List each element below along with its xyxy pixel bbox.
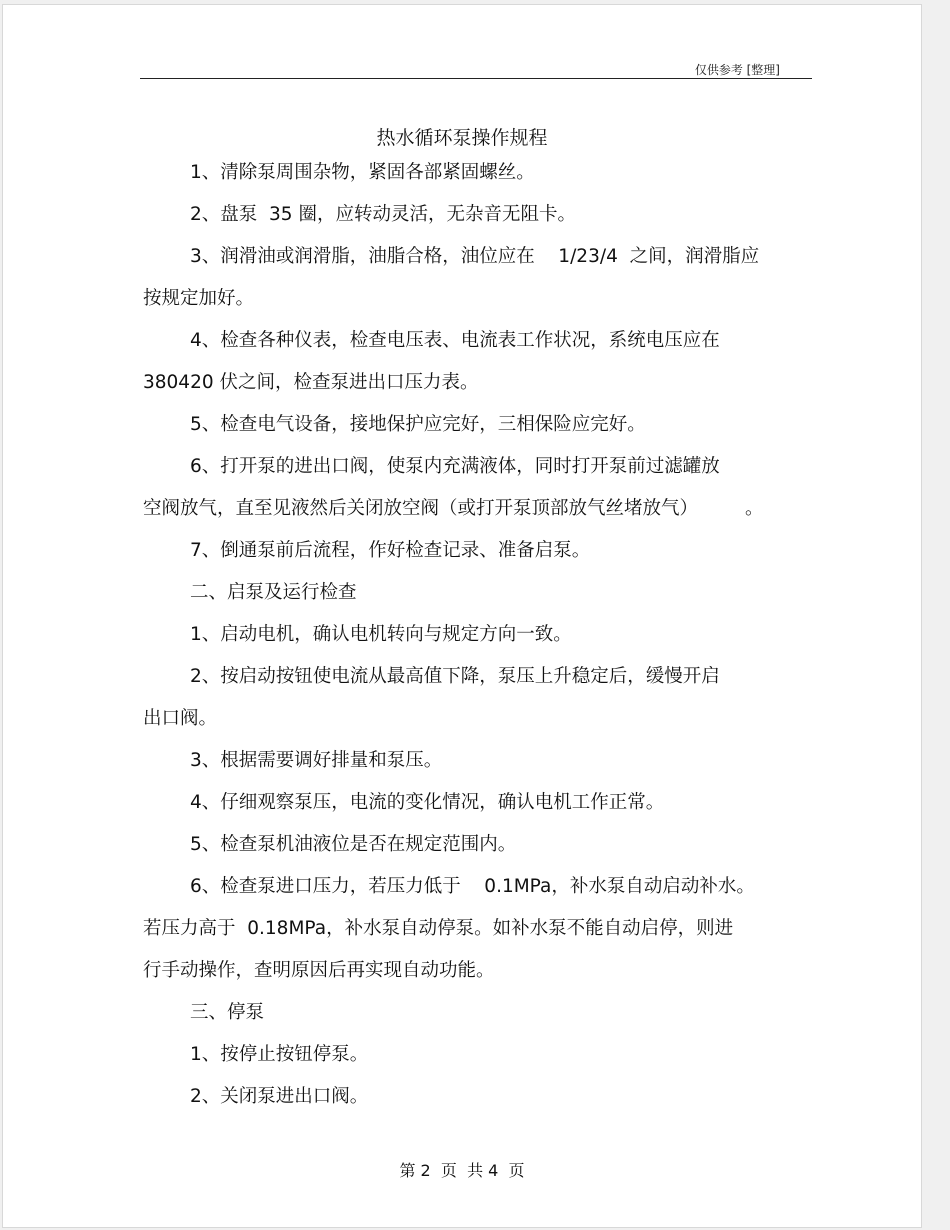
document-page xyxy=(2,4,922,1228)
paragraph-line: 5、检查泵机油液位是否在规定范围内。 xyxy=(190,834,517,855)
section-heading: 三、停泵 xyxy=(190,1002,265,1023)
header-rule xyxy=(140,78,812,79)
paragraph-line: 出口阀。 xyxy=(143,708,218,729)
header-note: 仅供参考 [整理] xyxy=(694,63,780,77)
paragraph-line: 7、倒通泵前后流程，作好检查记录、准备启泵。 xyxy=(190,540,591,561)
paragraph-line: 行手动操作，查明原因后再实现自动功能。 xyxy=(143,960,495,981)
paragraph-line: 1、启动电机，确认电机转向与规定方向一致。 xyxy=(190,624,572,645)
paragraph-line: 按规定加好。 xyxy=(143,288,255,309)
paragraph-line: 4、检查各种仪表，检查电压表、电流表工作状况，系统电压应在 xyxy=(190,330,720,351)
paragraph-line: 5、检查电气设备，接地保护应完好，三相保险应完好。 xyxy=(190,414,646,435)
document-title: 热水循环泵操作规程 xyxy=(376,127,548,149)
document-body xyxy=(143,152,823,1118)
paragraph-line: 1、清除泵周围杂物，紧固各部紧固螺丝。 xyxy=(190,162,535,183)
paragraph-line: 6、打开泵的进出口阀，使泵内充满液体，同时打开泵前过滤罐放 xyxy=(190,456,720,477)
paragraph-line: 2、关闭泵进出口阀。 xyxy=(190,1086,369,1107)
paragraph-line: 3、润滑油或润滑脂，油脂合格，油位应在 1/23/4 之间，润滑脂应 xyxy=(190,246,760,267)
paragraph-line: 若压力高于 0.18MPa，补水泵自动停泵。如补水泵不能自动启停，则进 xyxy=(143,918,734,939)
paragraph-line: 1、按停止按钮停泵。 xyxy=(190,1044,369,1065)
paragraph-line: 6、检查泵进口压力，若压力低于 0.1MPa，补水泵自动启动补水。 xyxy=(190,876,755,897)
paragraph-line: 2、盘泵 35 圈，应转动灵活，无杂音无阻卡。 xyxy=(190,204,576,225)
paragraph-line: 空阀放气，直至见液然后关闭放空阀（或打开泵顶部放气丝堵放气） 。 xyxy=(143,498,764,519)
paragraph-line: 2、按启动按钮使电流从最高值下降，泵压上升稳定后，缓慢开启 xyxy=(190,666,720,687)
paragraph-line: 4、仔细观察泵压，电流的变化情况，确认电机工作正常。 xyxy=(190,792,665,813)
paragraph-line: 3、根据需要调好排量和泵压。 xyxy=(190,750,443,771)
page-number-footer: 第 2 页 共 4 页 xyxy=(399,1161,525,1180)
section-heading: 二、启泵及运行检查 xyxy=(190,582,357,603)
paragraph-line: 380420 伏之间，检查泵进出口压力表。 xyxy=(143,372,479,393)
